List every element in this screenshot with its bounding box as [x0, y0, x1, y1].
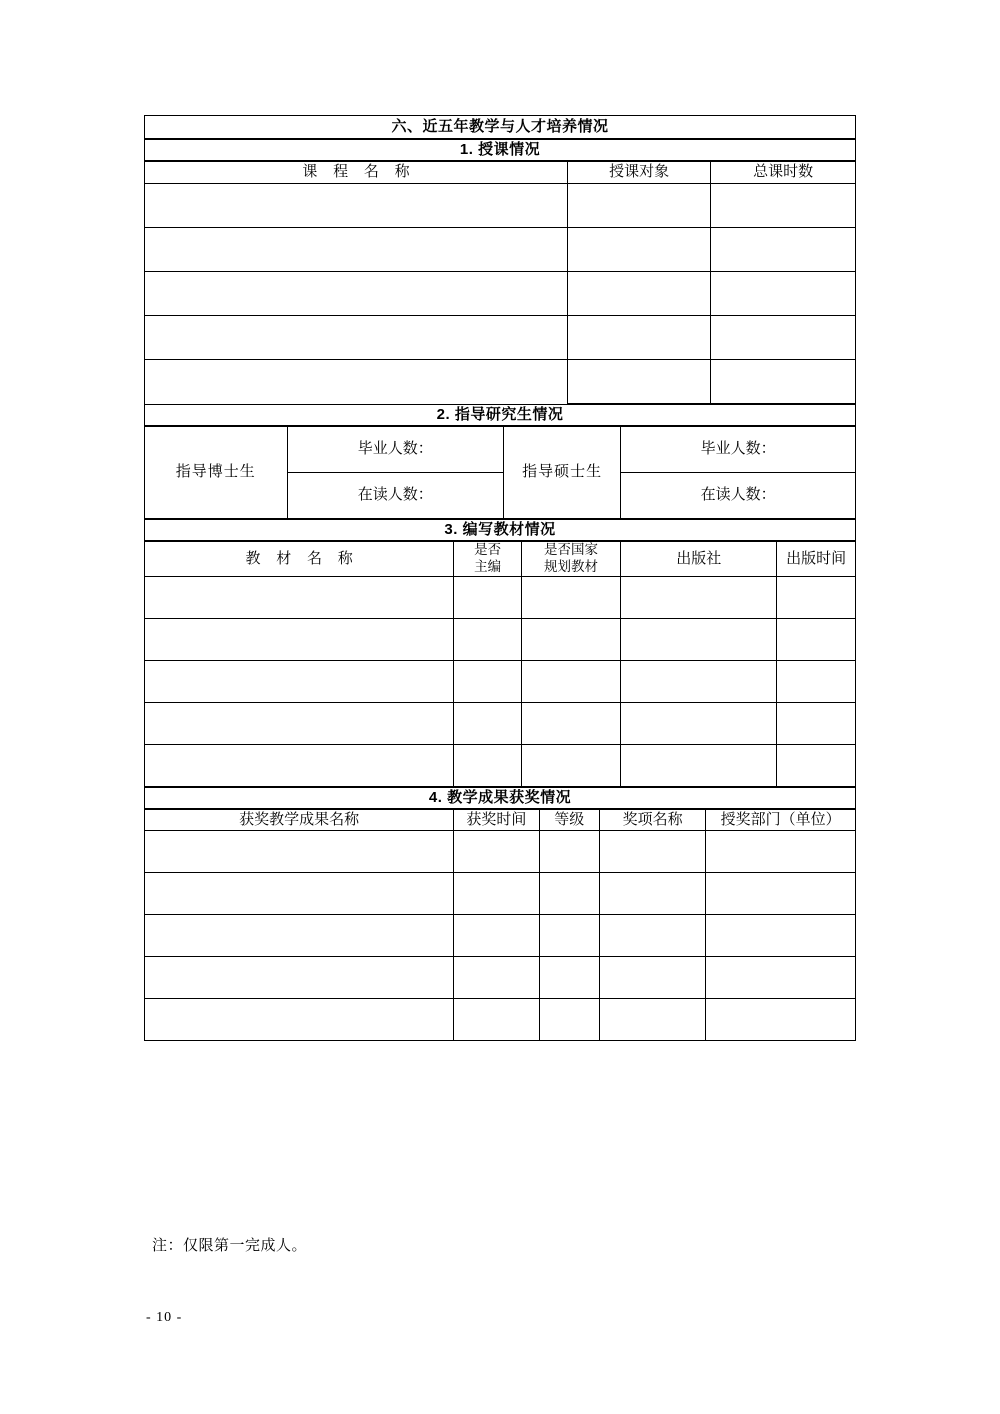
teaching-cell-audience[interactable]	[567, 183, 710, 227]
textbook-cell-publisher[interactable]	[621, 618, 777, 660]
textbook-col-national-plan	[521, 542, 620, 577]
award-cell-granting-unit[interactable]	[706, 873, 855, 915]
table-row	[145, 227, 855, 271]
award-cell-award-name[interactable]	[599, 915, 706, 957]
textbook-cell-national-plan[interactable]	[521, 702, 620, 744]
table-row	[145, 831, 855, 873]
award-cell-achievement-name[interactable]	[145, 873, 454, 915]
textbook-col-national-plan-line1: 是否国家	[543, 542, 598, 557]
teaching-cell-total-hours[interactable]	[711, 183, 855, 227]
table-row	[145, 873, 855, 915]
award-cell-date[interactable]	[454, 957, 539, 999]
textbook-cell-publisher[interactable]	[621, 744, 777, 786]
textbook-cell-chief-editor[interactable]	[454, 618, 521, 660]
textbook-cell-national-plan[interactable]	[521, 576, 620, 618]
award-cell-granting-unit[interactable]	[706, 915, 855, 957]
award-cell-level[interactable]	[539, 831, 599, 873]
award-cell-date[interactable]	[454, 999, 539, 1041]
graduate-subsection-title: 2. 指导研究生情况	[145, 404, 855, 425]
teaching-cell-total-hours[interactable]	[711, 227, 855, 271]
textbook-cell-chief-editor[interactable]	[454, 576, 521, 618]
textbook-col-national-plan-line2: 规划教材	[543, 558, 598, 574]
textbook-cell-publisher[interactable]	[621, 576, 777, 618]
award-cell-achievement-name[interactable]	[145, 999, 454, 1041]
section-heading-table	[145, 116, 855, 139]
table-row	[145, 999, 855, 1041]
teaching-cell-course-name[interactable]	[145, 271, 567, 315]
table-row	[145, 787, 855, 808]
form-sheet	[144, 115, 856, 1041]
teaching-cell-total-hours[interactable]	[711, 359, 855, 403]
award-cell-granting-unit[interactable]	[706, 831, 855, 873]
textbook-cell-chief-editor[interactable]	[454, 744, 521, 786]
master-graduated-field[interactable]: 毕业人数：	[621, 426, 855, 472]
award-col-award-name: 奖项名称	[599, 810, 706, 831]
teaching-cell-course-name[interactable]	[145, 183, 567, 227]
award-cell-level[interactable]	[539, 873, 599, 915]
textbook-col-name: 教 材 名 称	[145, 542, 454, 577]
award-cell-award-name[interactable]	[599, 831, 706, 873]
textbook-col-publisher: 出版社	[621, 542, 777, 577]
award-cell-award-name[interactable]	[599, 999, 706, 1041]
doctor-label: 指导博士生	[145, 426, 287, 518]
textbook-cell-publisher[interactable]	[621, 660, 777, 702]
textbook-cell-publish-date[interactable]	[777, 744, 855, 786]
award-col-level: 等级	[539, 810, 599, 831]
table-row	[145, 915, 855, 957]
teaching-cell-audience[interactable]	[567, 315, 710, 359]
textbook-cell-publisher[interactable]	[621, 702, 777, 744]
textbook-col-publish-date: 出版时间	[777, 542, 855, 577]
teaching-cell-total-hours[interactable]	[711, 315, 855, 359]
textbook-subsection-title: 3. 编写教材情况	[145, 519, 855, 540]
award-cell-date[interactable]	[454, 915, 539, 957]
table-row	[145, 618, 855, 660]
table-row	[145, 702, 855, 744]
award-cell-achievement-name[interactable]	[145, 957, 454, 999]
teaching-cell-audience[interactable]	[567, 359, 710, 403]
textbook-cell-chief-editor[interactable]	[454, 660, 521, 702]
doctor-enrolled-field[interactable]: 在读人数：	[287, 472, 504, 518]
award-subsection-title-table	[145, 787, 855, 809]
textbook-col-chief-editor-line2: 主编	[474, 558, 502, 574]
table-header-row	[145, 162, 855, 183]
teaching-cell-total-hours[interactable]	[711, 271, 855, 315]
textbook-cell-name[interactable]	[145, 660, 454, 702]
teaching-col-total-hours: 总课时数	[711, 162, 855, 183]
master-label: 指导硕士生	[504, 426, 621, 518]
graduate-table	[145, 426, 855, 519]
teaching-col-audience: 授课对象	[567, 162, 710, 183]
table-row	[145, 519, 855, 540]
award-col-achievement-name: 获奖教学成果名称	[145, 810, 454, 831]
award-cell-date[interactable]	[454, 873, 539, 915]
page-number: - 10 -	[146, 1310, 183, 1325]
award-cell-achievement-name[interactable]	[145, 915, 454, 957]
textbook-cell-publish-date[interactable]	[777, 618, 855, 660]
graduate-subsection-title-table	[145, 404, 855, 426]
award-col-granting-unit: 授奖部门（单位）	[706, 810, 855, 831]
table-row	[145, 404, 855, 425]
table-row	[145, 576, 855, 618]
textbook-subsection-title-table	[145, 519, 855, 541]
doctor-graduated-field[interactable]: 毕业人数：	[287, 426, 504, 472]
textbook-cell-name[interactable]	[145, 576, 454, 618]
master-enrolled-field[interactable]: 在读人数：	[621, 472, 855, 518]
teaching-cell-course-name[interactable]	[145, 359, 567, 403]
table-header-row	[145, 542, 855, 577]
textbook-cell-name[interactable]	[145, 702, 454, 744]
teaching-cell-audience[interactable]	[567, 227, 710, 271]
award-cell-level[interactable]	[539, 915, 599, 957]
section-title: 六、近五年教学与人才培养情况	[145, 116, 855, 139]
award-cell-granting-unit[interactable]	[706, 999, 855, 1041]
award-table	[145, 809, 855, 1040]
textbook-cell-national-plan[interactable]	[521, 660, 620, 702]
textbook-cell-chief-editor[interactable]	[454, 702, 521, 744]
table-row	[145, 744, 855, 786]
table-row	[145, 183, 855, 227]
textbook-cell-name[interactable]	[145, 618, 454, 660]
table-row	[145, 660, 855, 702]
teaching-col-course-name: 课 程 名 称	[145, 162, 567, 183]
table-row	[145, 359, 855, 403]
textbook-cell-publish-date[interactable]	[777, 660, 855, 702]
table-row	[145, 140, 855, 161]
teaching-cell-course-name[interactable]	[145, 315, 567, 359]
award-cell-level[interactable]	[539, 957, 599, 999]
textbook-table	[145, 541, 855, 787]
textbook-cell-national-plan[interactable]	[521, 744, 620, 786]
award-cell-award-name[interactable]	[599, 873, 706, 915]
award-cell-granting-unit[interactable]	[706, 957, 855, 999]
textbook-col-chief-editor	[454, 542, 521, 577]
table-row	[145, 426, 855, 472]
teaching-subsection-title: 1. 授课情况	[145, 140, 855, 161]
textbook-cell-name[interactable]	[145, 744, 454, 786]
textbook-cell-national-plan[interactable]	[521, 618, 620, 660]
table-row	[145, 271, 855, 315]
award-cell-level[interactable]	[539, 999, 599, 1041]
table-header-row	[145, 810, 855, 831]
award-cell-date[interactable]	[454, 831, 539, 873]
table-row	[145, 116, 855, 139]
teaching-subsection-title-table	[145, 139, 855, 161]
award-cell-achievement-name[interactable]	[145, 831, 454, 873]
teaching-cell-course-name[interactable]	[145, 227, 567, 271]
teaching-table	[145, 161, 855, 403]
award-cell-award-name[interactable]	[599, 957, 706, 999]
award-subsection-title: 4. 教学成果获奖情况	[145, 787, 855, 808]
award-col-date: 获奖时间	[454, 810, 539, 831]
table-row	[145, 957, 855, 999]
textbook-cell-publish-date[interactable]	[777, 576, 855, 618]
textbook-cell-publish-date[interactable]	[777, 702, 855, 744]
form-note: 注：仅限第一完成人。	[152, 1238, 308, 1254]
textbook-col-chief-editor-line1: 是否	[474, 542, 502, 557]
teaching-cell-audience[interactable]	[567, 271, 710, 315]
table-row	[145, 315, 855, 359]
